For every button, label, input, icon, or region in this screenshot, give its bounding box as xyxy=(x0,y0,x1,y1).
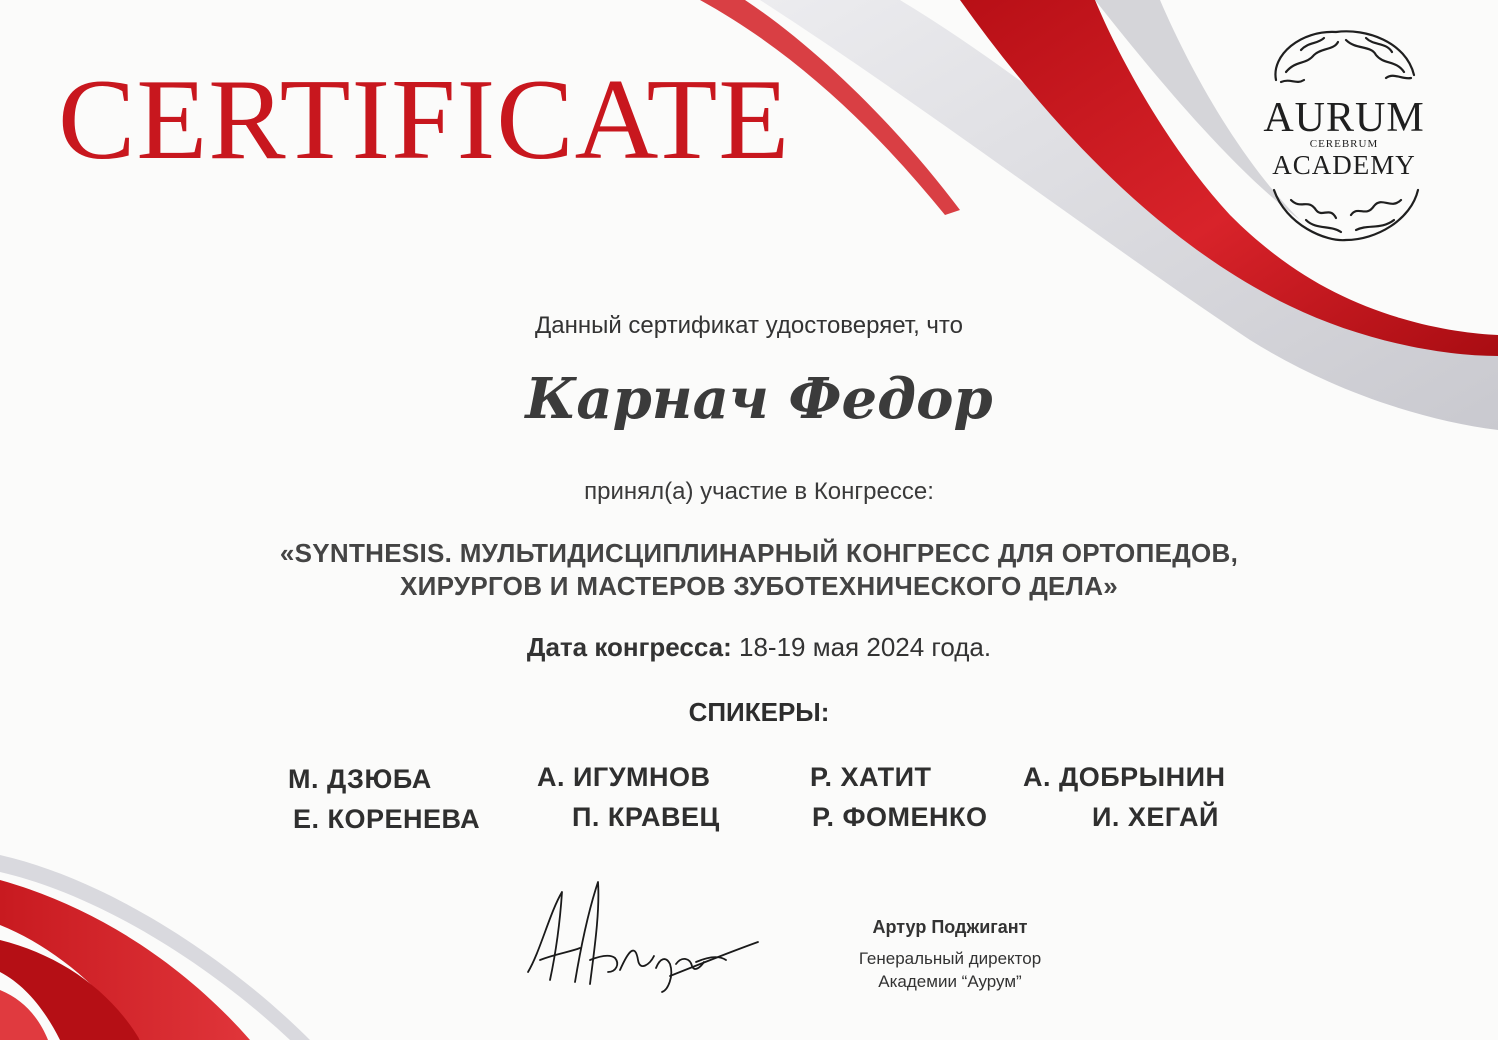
logo-aurum-text: AURUM xyxy=(1263,95,1425,141)
logo-cerebrum-text: CEREBRUM xyxy=(1309,138,1379,150)
speaker-name: А. ДОБРЫНИН xyxy=(1023,762,1226,792)
congress-title xyxy=(10,537,1498,603)
speaker-name: А. ИГУМНОВ xyxy=(537,762,711,792)
speaker-name: П. КРАВЕЦ xyxy=(572,802,720,832)
signatory-name: Артур Поджигант xyxy=(872,917,1028,937)
speaker-name: Р. ФОМЕНКО xyxy=(812,802,988,832)
congress-title-line2: ХИРУРГОВ И МАСТЕРОВ ЗУБОТЕХНИЧЕСКОГО ДЕЛА» xyxy=(399,571,1119,601)
speaker-name: И. ХЕГАЙ xyxy=(1092,802,1219,832)
congress-date-label: Дата конгресса: xyxy=(526,632,732,662)
speakers-heading: СПИКЕРЫ: xyxy=(688,697,830,727)
speaker-name: Е. КОРЕНЕВА xyxy=(293,804,481,834)
logo-academy-text: ACADEMY xyxy=(1272,150,1416,180)
participation-text: принял(а) участие в Конгрессе: xyxy=(584,478,934,505)
congress-title-line1: «SYNTHESIS. МУЛЬТИДИСЦИПЛИНАРНЫЙ КОНГРЕСС ДЛЯ ОРТОПЕДОВ, xyxy=(279,538,1239,568)
certificate-title: CERTIFICATE xyxy=(58,56,791,184)
speaker-name: Р. ХАТИТ xyxy=(810,762,932,792)
recipient-name: Карнач Федор xyxy=(525,366,993,432)
aurum-academy-logo xyxy=(1246,20,1442,250)
handwritten-signature xyxy=(520,872,770,1002)
congress-date xyxy=(10,632,1498,663)
intro-text: Данный сертификат удостоверяет, что xyxy=(535,312,963,339)
signatory-role-line2: Академии “Аурум” xyxy=(878,972,1022,991)
speaker-name: М. ДЗЮБА xyxy=(288,764,432,794)
signatory-role-line1: Генеральный директор xyxy=(858,949,1042,968)
congress-date-value: 18-19 мая 2024 года. xyxy=(739,632,992,662)
